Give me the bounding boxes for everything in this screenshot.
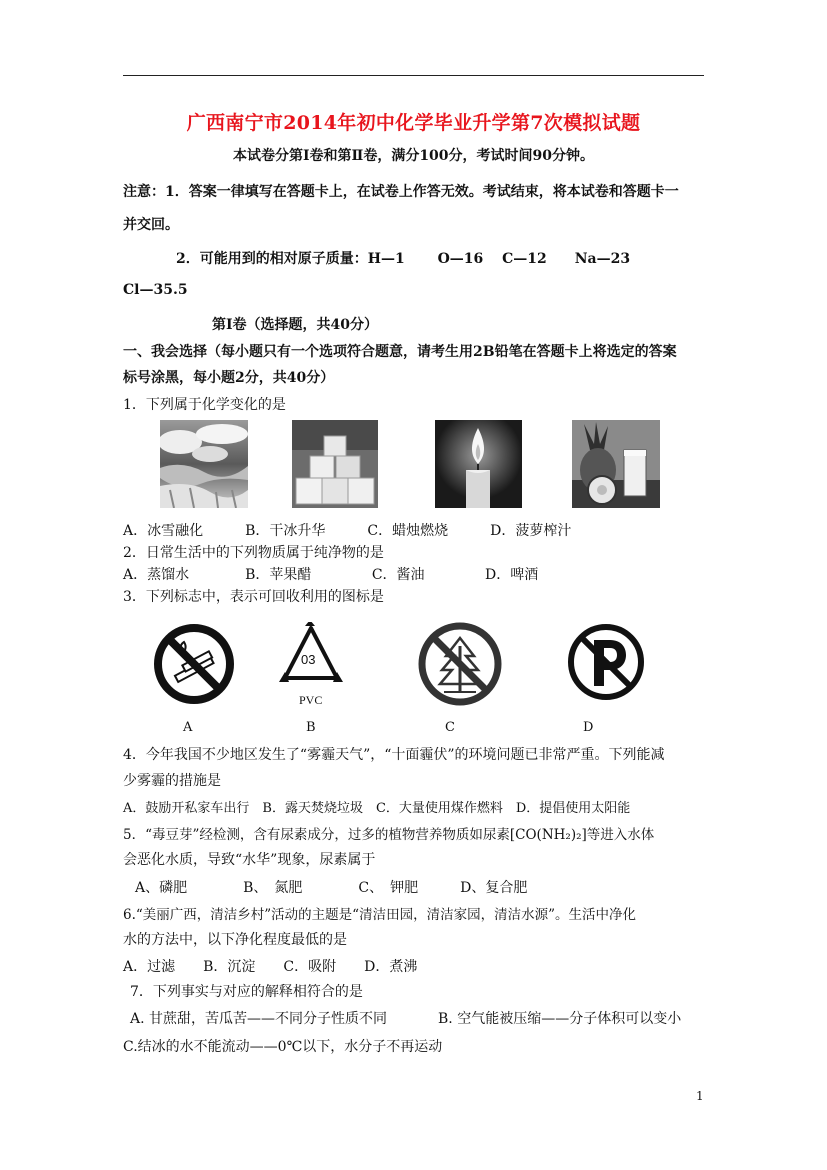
q4-stem-line1: 4．今年我国不少地区发生了“雾霾天气”，“十面霾伏”的环境问题已非常严重。下列能减: [123, 747, 665, 763]
q2-stem: 2．日常生活中的下列物质属于纯净物的是: [123, 545, 384, 561]
pineapple-juice-photo: [572, 420, 660, 508]
q6-stem-line1: 6.“美丽广西，清洁乡村”活动的主题是“清洁田园，清洁家园，清洁水源”。生活中净化: [123, 907, 636, 923]
notes-line2: 并交回。: [123, 217, 179, 233]
q6-stem-line2: 水的方法中，以下净化程度最低的是: [123, 932, 347, 948]
dry-ice-photo: [292, 420, 378, 508]
q7-option-a: A. 甘蔗甜，苦瓜苦——不同分子性质不同: [130, 1011, 388, 1027]
q7-option-b: B. 空气能被压缩——分子体积可以变小: [438, 1011, 682, 1027]
q1-options: A．冰雪融化 B．干冰升华 C．蜡烛燃烧 D．菠萝榨汁: [123, 523, 572, 539]
notes-line1: 注意：1．答案一律填写在答题卡上，在试卷上作答无效。考试结束，将本试卷和答题卡一: [123, 184, 679, 200]
recycle-text: PVC: [299, 693, 323, 707]
q1-stem: 1．下列属于化学变化的是: [123, 397, 286, 413]
sign-label-d: D: [583, 720, 594, 735]
header-rule: [123, 75, 704, 76]
q7-stem: 7．下列事实与对应的解释相符合的是: [130, 984, 363, 1000]
section-intro-line1: 一、我会选择（每小题只有一个选项符合题意，请考生用2B铅笔在答题卡上将选定的答案: [123, 344, 677, 360]
section-heading: 第Ⅰ卷（选择题，共40分）: [212, 317, 379, 333]
q6-options: A．过滤 B．沉淀 C．吸附 D．煮沸: [123, 959, 418, 975]
q4-stem-line2: 少雾霾的措施是: [123, 773, 221, 789]
exam-title: 广西南宁市2014年初中化学毕业升学第7次模拟试题: [186, 112, 641, 134]
exam-subtitle: 本试卷分第Ⅰ卷和第Ⅱ卷，满分100分，考试时间90分钟。: [232, 148, 595, 164]
candle-photo: [435, 420, 522, 508]
q2-options: A．蒸馏水 B．苹果醋 C．酱油 D．啤酒: [123, 567, 539, 583]
recycle-sign: [275, 622, 347, 712]
sign-label-c: C: [445, 720, 455, 735]
q3-stem: 3．下列标志中，表示可回收利用的图标是: [123, 589, 384, 605]
section-intro-line2: 标号涂黑，每小题2分，共40分）: [123, 370, 335, 386]
notes-line3: 2．可能用到的相对原子质量：H—1 O—16 C—12 Na—23: [176, 251, 631, 267]
no-smoking-sign: [152, 622, 236, 710]
sign-label-b: B: [306, 720, 316, 735]
q5-stem-line1: 5．“毒豆芽”经检测，含有尿素成分，过多的植物营养物质如尿素[CO(NH₂)₂]等进入水体: [123, 827, 655, 843]
q7-option-c: C.结冰的水不能流动——0℃以下，水分子不再运动: [123, 1039, 443, 1055]
q4-options: A．鼓励开私家车出行 B．露天焚烧垃圾 C．大量使用煤作燃料 D．提倡使用太阳能: [123, 801, 631, 816]
page-number: 1: [696, 1089, 704, 1103]
melting-ice-photo: [160, 420, 248, 508]
q5-options: A、磷肥 B、 氮肥 C、 钾肥 D、复合肥: [135, 880, 528, 896]
sign-label-a: A: [183, 720, 193, 735]
q5-stem-line2: 会恶化水质，导致“水华”现象，尿素属于: [123, 852, 376, 868]
no-parking-sign: [566, 622, 646, 706]
no-logging-sign: [416, 620, 504, 712]
notes-line4: Cl—35.5: [123, 282, 188, 298]
recycle-number: 03: [301, 652, 316, 667]
